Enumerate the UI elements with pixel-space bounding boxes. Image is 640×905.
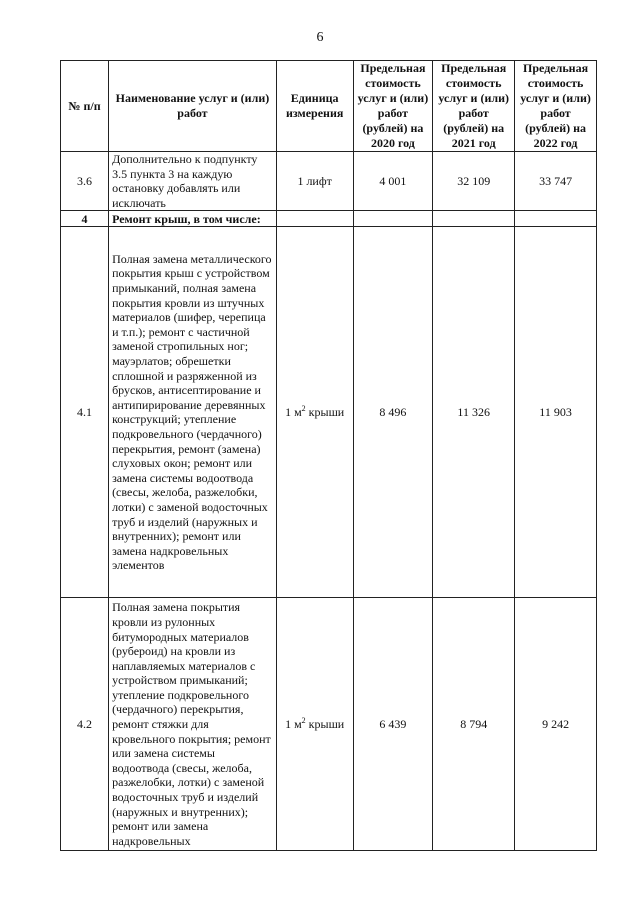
- row-name: Полная замена покрытия кровли из рулонных битумородных материалов (рубероид) на кровли из наплавляемых материалов с устройством примыканий; утепление подкровельного (чердачного) перекрытия, ремонт стяжки для кровельного покрытия; ремонт или замена системы водоотвода (свесы, желоба, разжелобки, лотки) с заменой водосточных труб и изделий (наружных и внутренних); ремонт или замена надкровельных: [109, 598, 277, 851]
- row-price-2021: 11 326: [433, 227, 515, 598]
- row-price-2020: 8 496: [353, 227, 433, 598]
- table-row: [61, 227, 597, 598]
- table-row: [61, 598, 597, 851]
- row-price-2020: 4 001: [353, 152, 433, 211]
- header-2021: Предельная стоимость услуг и (или) работ (рублей) на 2021 год: [433, 61, 515, 152]
- unit-superscript: 2: [301, 404, 306, 414]
- row-name: Дополнительно к подпункту 3.5 пункта 3 на каждую остановку добавлять или исключать: [109, 152, 277, 211]
- row-price-2022: 33 747: [515, 152, 597, 211]
- unit-superscript: 2: [301, 716, 306, 726]
- header-2022: Предельная стоимость услуг и (или) работ (рублей) на 2022 год: [515, 61, 597, 152]
- row-num: 4.1: [61, 227, 109, 598]
- row-price-2020: 6 439: [353, 598, 433, 851]
- unit-prefix: 1 м: [285, 405, 302, 420]
- row-price-2021: 32 109: [433, 152, 515, 211]
- empty-cell: [276, 211, 353, 227]
- empty-cell: [433, 211, 515, 227]
- unit-suffix: крыши: [305, 405, 345, 420]
- row-price-2022: 11 903: [515, 227, 597, 598]
- table-header-row: [61, 61, 597, 152]
- table-row: [61, 152, 597, 211]
- row-name: Полная замена металлического покрытия крыш с устройством примыканий, полная замена покрытия кровли из штучных материалов (шифер, черепица и т.п.); ремонт с частичной заменой стропильных ног; мауэрлатов; обрешетки сплошной и разряженной из брусков, антисептирование и антипирирование деревянных конструкций; утепление подкровельного (чердачного) перекрытия, ремонт (замена) слуховых окон; ремонт или замена системы водоотвода (свесы, желоба, разжелобки, лотки) с заменой водосточных труб и изделий (наружных и внутренних); ремонт или замена надкровельных элементов: [109, 227, 277, 598]
- row-unit: [276, 598, 353, 851]
- row-num: 4.2: [61, 598, 109, 851]
- section-title: Ремонт крыш, в том числе:: [109, 211, 277, 227]
- header-2020: Предельная стоимость услуг и (или) работ (рублей) на 2020 год: [353, 61, 433, 152]
- table-section-row: [61, 211, 597, 227]
- header-unit: Единица измерения: [276, 61, 353, 152]
- row-unit: 1 лифт: [276, 152, 353, 211]
- empty-cell: [515, 211, 597, 227]
- row-price-2021: 8 794: [433, 598, 515, 851]
- unit-prefix: 1 м: [285, 717, 302, 732]
- row-num: 3.6: [61, 152, 109, 211]
- section-num: 4: [61, 211, 109, 227]
- empty-cell: [353, 211, 433, 227]
- row-price-2022: 9 242: [515, 598, 597, 851]
- unit-suffix: крыши: [305, 717, 345, 732]
- page-number: 6: [316, 30, 324, 45]
- price-table: [60, 60, 597, 851]
- header-num: № п/п: [61, 61, 109, 152]
- header-name: Наименование услуг и (или) работ: [109, 61, 277, 152]
- row-unit: [276, 227, 353, 598]
